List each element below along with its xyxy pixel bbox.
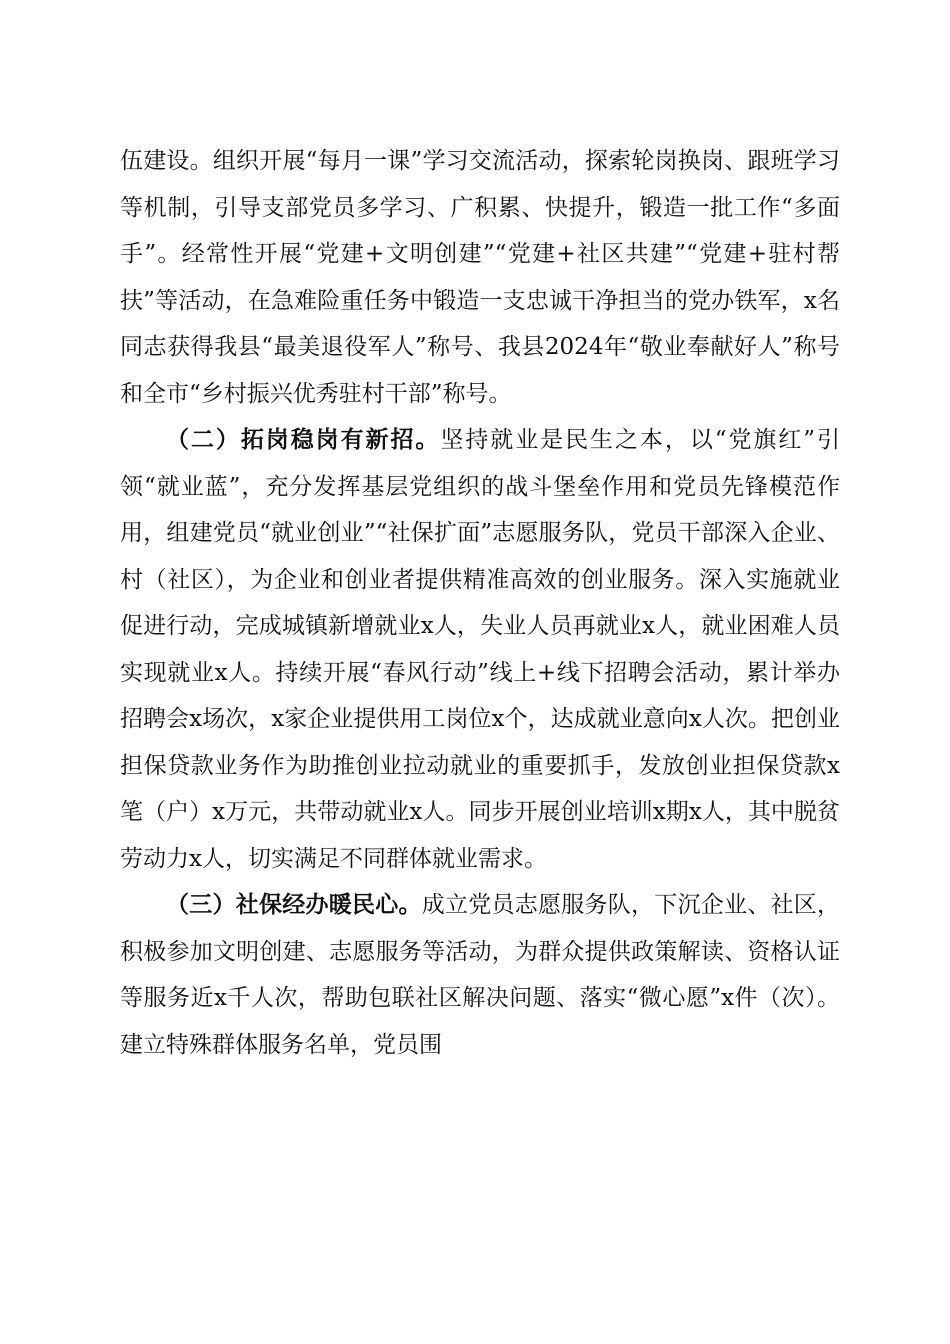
paragraph-job-expansion [120,417,840,882]
section-heading-job-expansion: （二）拓岗稳岗有新招。 [166,426,441,453]
paragraph-continuation [120,138,840,417]
section-heading-social-security: （三）社保经办暖民心。 [166,891,422,918]
paragraph-text: 坚持就业是民生之本，以“党旗红”引领“就业蓝”，充分发挥基层党组织的战斗堡垒作用和党员先锋模范作用，组建党员“就业创业”“社保扩面”志愿服务队，党员干部深入企业、村（社区），为企业和创业者提供精准高效的创业服务。深入实施就业促进行动，完成城镇新增就业x人，失业人员再就业x人，就业困难人员实现就业x人。持续开展“春风行动”线上+线下招聘会活动，累计举办招聘会x场次，x家企业提供用工岗位x个，达成就业意向x人次。把创业担保贷款业务作为助推创业拉动就业的重要抓手，发放创业担保贷款x笔（户）x万元，共带动就业x人。同步开展创业培训x期x人，其中脱贫劳动力x人，切实满足不同群体就业需求。 [120,427,840,872]
paragraph-text: 伍建设。组织开展“每月一课”学习交流活动，探索轮岗换岗、跟班学习等机制，引导支部党员多学习、广积累、快提升，锻造一批工作“多面手”。经常性开展“党建+文明创建”“党建+社区共建”“党建+驻村帮扶”等活动，在急难险重任务中锻造一支忠诚干净担当的党办铁军，x名同志获得我县“最美退役军人”称号、我县2024年“敬业奉献好人”称号和全市“乡村振兴优秀驻村干部”称号。 [120,148,840,407]
document-body [120,138,840,1068]
paragraph-social-security [120,882,840,1068]
paragraph-text: 成立党员志愿服务队，下沉企业、社区，积极参加文明创建、志愿服务等活动，为群众提供政策解读、资格认证等服务近x千人次，帮助包联社区解决问题、落实“微心愿”x件（次）。建立特殊群体服务名单，党员围 [120,892,840,1058]
